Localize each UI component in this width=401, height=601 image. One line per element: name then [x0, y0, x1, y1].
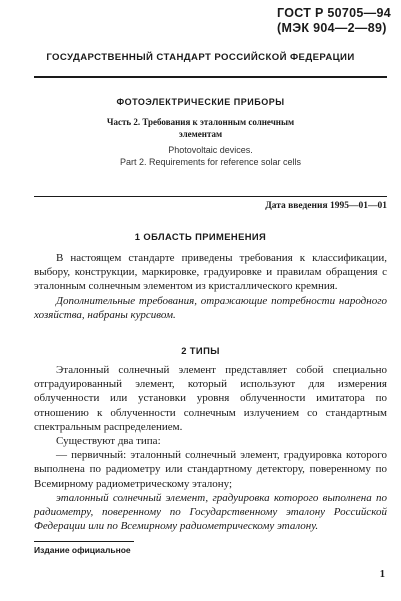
section-body-scope — [34, 251, 387, 322]
page-number: 1 — [379, 569, 385, 580]
paragraph-italic: эталонный солнечный элемент, градуировка которого выполнена по радиометру, поверенному по Государственному эталону Российской Федерации или по Всемирному радиометрическому эталону. — [34, 491, 387, 533]
standard-code-gost: ГОСТ Р 50705—94 — [277, 6, 391, 20]
english-title-line: Part 2. Requirements for reference solar cells — [119, 156, 302, 167]
edition-label: Издание официальное — [34, 545, 131, 555]
paragraph: Эталонный солнечный элемент представляет собой специально отградуированный элемент, который используют для измерения облученности или установки уровня облученности имитатора по отношению к облученности солнечным излучением со стандартным спектральным распределением. — [34, 364, 387, 433]
english-title — [60, 145, 361, 168]
standard-title: ГОСУДАРСТВЕННЫЙ СТАНДАРТ РОССИЙСКОЙ ФЕДЕРАЦИИ — [46, 52, 355, 63]
section-body-types — [34, 363, 387, 533]
standard-code — [277, 6, 391, 36]
document-title: ФОТОЭЛЕКТРИЧЕСКИЕ ПРИБОРЫ — [116, 97, 285, 107]
section-heading-types: 2 ТИПЫ — [181, 345, 220, 356]
standard-code-iec: (МЭК 904—2—89) — [277, 21, 387, 35]
part-title-line: элементам — [178, 129, 223, 139]
part-title — [90, 116, 311, 140]
paragraph-italic: Дополнительные требования, отражающие потребности народного хозяйства, набраны курсивом. — [34, 294, 387, 321]
paragraph: Существуют два типа: — [56, 435, 161, 448]
header-divider — [34, 76, 387, 78]
english-title-line: Photovoltaic devices. — [168, 145, 253, 155]
part-title-line: Часть 2. Требования к эталонным солнечным — [106, 117, 295, 127]
introduction-date: Дата введения 1995—01—01 — [265, 201, 387, 211]
footer-divider — [34, 541, 134, 542]
section-heading-scope: 1 ОБЛАСТЬ ПРИМЕНЕНИЯ — [134, 231, 267, 242]
paragraph-list-item: — первичный: эталонный солнечный элемент, градуировка которого выполнена по радиометру или стандартному детектору, поверенному по Всемирному радиометрическому эталону; — [34, 449, 387, 490]
title-divider — [34, 196, 387, 197]
paragraph: В настоящем стандарте приведены требования к классификации, выбору, конструкции, маркировке, градуировке и правилам обращения с эталонным солнечным элементом из кристаллического кремния. — [34, 252, 387, 293]
